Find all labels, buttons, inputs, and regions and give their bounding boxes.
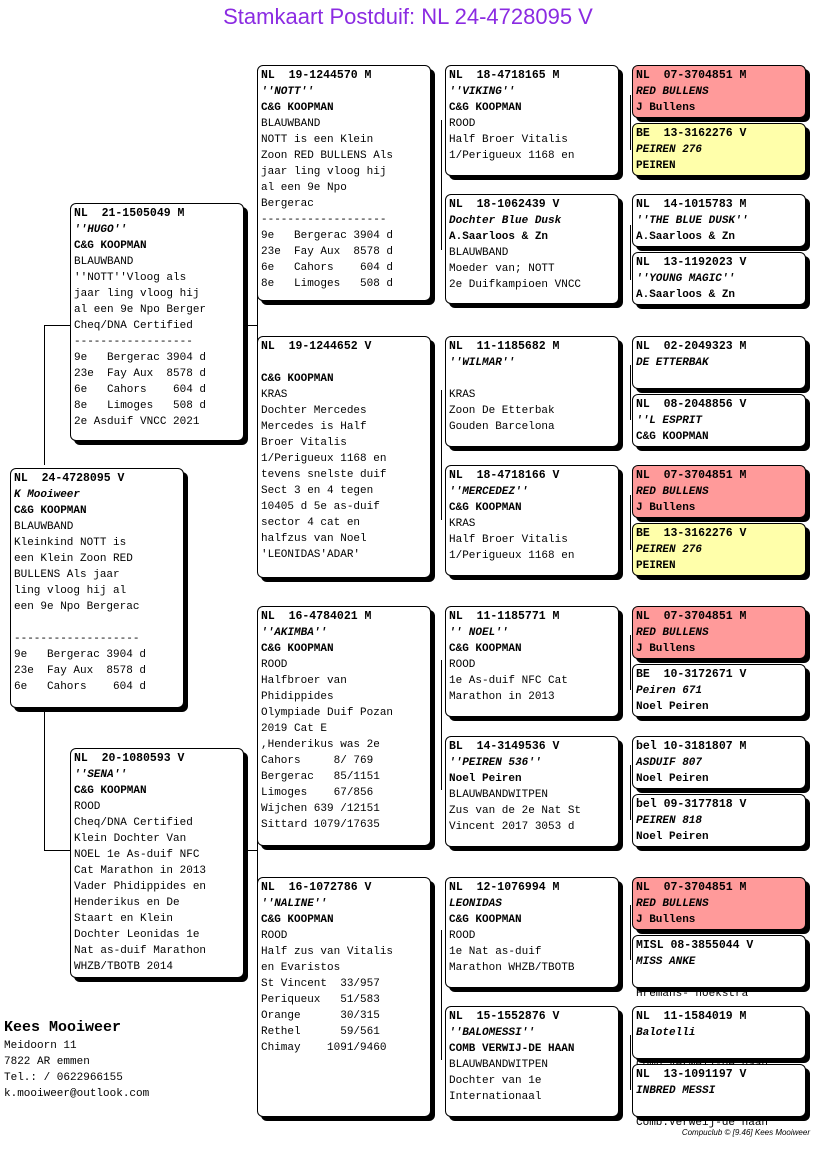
pigeon-name: RED BULLENS bbox=[636, 898, 709, 910]
card-text-line: 6e Cahors 604 d bbox=[261, 262, 394, 274]
pigeon-name: MISS ANKE bbox=[636, 956, 696, 968]
connector bbox=[441, 660, 442, 790]
breeder-name bbox=[636, 1099, 802, 1115]
ring-number: NL 12-1076994 M bbox=[449, 881, 560, 894]
card-text-line: en Evaristos bbox=[261, 962, 341, 974]
breeder-name: Noel Peiren bbox=[449, 773, 522, 785]
pigeon-name: PEIREN 276 bbox=[636, 144, 703, 156]
card-text-line: 2e Duifkampioen VNCC bbox=[449, 279, 582, 291]
owner-block bbox=[4, 1018, 149, 1102]
card-text-line: Zoon RED BULLENS Als bbox=[261, 150, 394, 162]
card-text-line: Periqueux 51/583 bbox=[261, 994, 380, 1006]
card-text-line: ROOD bbox=[449, 930, 476, 942]
connector bbox=[441, 930, 442, 1060]
ring-number: MISL 08-3855044 V bbox=[636, 939, 754, 952]
ring-number: NL 18-1062439 V bbox=[449, 198, 560, 211]
ring-number: NL 16-1072786 V bbox=[261, 881, 372, 894]
card-text-line: 2e Asduif VNCC 2021 bbox=[74, 416, 200, 428]
card-text-line: ROOD bbox=[261, 930, 288, 942]
card-text-line: BLAUWBANDWITPEN bbox=[449, 789, 549, 801]
pigeon-card-fm[interactable] bbox=[257, 336, 431, 578]
card-text-line: sector 4 cat en bbox=[261, 517, 361, 529]
breeder-name: Noel Peiren bbox=[636, 773, 709, 785]
pigeon-card-g10[interactable] bbox=[632, 664, 806, 717]
card-text-line: Dochter Leonidas 1e bbox=[74, 929, 200, 941]
breeder-name: C&G KOOPMAN bbox=[261, 373, 334, 385]
pigeon-card-g5[interactable] bbox=[632, 336, 806, 389]
footer-credit: Compuclub © [9.46] Kees Mooiweer bbox=[681, 1128, 810, 1137]
card-text-line: halfzus van Noel bbox=[261, 533, 367, 545]
ring-number: NL 13-1192023 V bbox=[636, 256, 747, 269]
breeder-name: J Bullens bbox=[636, 102, 696, 114]
connector bbox=[44, 325, 70, 326]
pigeon-card-g15[interactable] bbox=[632, 1006, 806, 1059]
page-title: Stamkaart Postduif: NL 24-4728095 V bbox=[223, 4, 593, 29]
card-text-line: ROOD bbox=[74, 801, 101, 813]
pigeon-name: ''WILMAR'' bbox=[449, 357, 516, 369]
card-text-line: tevens snelste duif bbox=[261, 469, 387, 481]
pigeon-name: PEIREN 818 bbox=[636, 815, 703, 827]
pigeon-name: Balotelli bbox=[636, 1027, 696, 1039]
card-text-line: 1/Perigueux 1168 en bbox=[261, 453, 387, 465]
card-text-line: 6e Cahors 604 d bbox=[74, 384, 207, 396]
pigeon-name: '' NOEL'' bbox=[449, 627, 509, 639]
pigeon-name: DE ETTERBAK bbox=[636, 357, 709, 369]
card-text-line: 9e Bergerac 3904 d bbox=[261, 230, 394, 242]
ring-number: BE 10-3172671 V bbox=[636, 668, 747, 681]
card-text-line: Limoges 67/856 bbox=[261, 787, 374, 799]
connector bbox=[441, 390, 442, 520]
card-text-line bbox=[14, 615, 180, 631]
breeder-name: J Bullens bbox=[636, 502, 696, 514]
card-text-line: Halfbroer van bbox=[261, 675, 347, 687]
pigeon-name: ''HUGO'' bbox=[74, 224, 127, 236]
breeder-name bbox=[636, 371, 802, 387]
breeder-name: C&G KOOPMAN bbox=[14, 505, 87, 517]
ring-number: NL 18-4718166 V bbox=[449, 469, 560, 482]
card-text-line: 23e Fay Aux 8578 d bbox=[261, 246, 394, 258]
breeder-name: C&G KOOPMAN bbox=[261, 102, 334, 114]
ring-number: NL 15-1552876 V bbox=[449, 1010, 560, 1023]
pigeon-card-g9[interactable] bbox=[632, 606, 806, 659]
connector bbox=[630, 225, 631, 280]
pigeon-name: ''AKIMBA'' bbox=[261, 627, 328, 639]
card-text-line: Zus van de 2e Nat St bbox=[449, 805, 582, 817]
card-text-line: ROOD bbox=[261, 659, 288, 671]
card-text-line: 9e Bergerac 3904 d bbox=[74, 352, 207, 364]
ring-number: NL 02-2049323 M bbox=[636, 340, 747, 353]
card-text-line: 10405 d 5e as-duif bbox=[261, 501, 380, 513]
card-text-line: 8e Limoges 508 d bbox=[74, 400, 207, 412]
card-text-line: jaar ling vloog hij bbox=[74, 288, 200, 300]
pigeon-card-g12[interactable] bbox=[632, 794, 806, 847]
card-text-line: 6e Cahors 604 d bbox=[14, 681, 147, 693]
ring-number: NL 18-4718165 M bbox=[449, 69, 560, 82]
card-text-line: Henderikus en De bbox=[74, 897, 180, 909]
card-text-line: 1/Perigueux 1168 en bbox=[449, 550, 575, 562]
card-text-line: ,Henderikus was 2e bbox=[261, 739, 380, 751]
card-text-line: WHZB/TBOTB 2014 bbox=[74, 961, 174, 973]
card-text-line: 2019 Cat E bbox=[261, 723, 328, 735]
ring-number: NL 11-1185771 M bbox=[449, 610, 560, 623]
ring-number: NL 07-3704851 M bbox=[636, 881, 747, 894]
pigeon-name: ''NOTT'' bbox=[261, 86, 314, 98]
ring-number: NL 19-1244570 M bbox=[261, 69, 372, 82]
breeder-name: C&G KOOPMAN bbox=[449, 502, 522, 514]
pigeon-card-fff[interactable] bbox=[445, 65, 619, 176]
card-text-line: 8e Limoges 508 d bbox=[261, 278, 394, 290]
card-text-line: een 9e Npo Bergerac bbox=[14, 601, 140, 613]
ring-number: NL 11-1584019 M bbox=[636, 1010, 747, 1023]
breeder-name: PEIREN bbox=[636, 160, 676, 172]
pigeon-name: ''MERCEDEZ'' bbox=[449, 486, 529, 498]
pigeon-card-g4[interactable] bbox=[632, 252, 806, 305]
connector bbox=[44, 325, 45, 465]
owner-line: 7822 AR emmen bbox=[4, 1056, 90, 1068]
card-text-line: Klein Dochter Van bbox=[74, 833, 187, 845]
breeder-name: C&G KOOPMAN bbox=[261, 914, 334, 926]
pigeon-card-mff[interactable] bbox=[445, 606, 619, 717]
ring-number: NL 16-4784021 M bbox=[261, 610, 372, 623]
pigeon-name: ''PEIREN 536'' bbox=[449, 757, 542, 769]
card-text-line: ROOD bbox=[449, 659, 476, 671]
card-text-line: BULLENS Als jaar bbox=[14, 569, 120, 581]
card-text-line: 1e As-duif NFC Cat bbox=[449, 675, 568, 687]
card-text-line: KRAS bbox=[449, 389, 476, 401]
connector bbox=[630, 95, 631, 150]
ring-number: BE 13-3162276 V bbox=[636, 127, 747, 140]
card-text-line: St Vincent 33/957 bbox=[261, 978, 380, 990]
pigeon-card-g6[interactable] bbox=[632, 394, 806, 447]
card-text-line: Moeder van; NOTT bbox=[449, 263, 555, 275]
card-text-line: ------------------- bbox=[14, 633, 140, 645]
breeder-name: PEIREN bbox=[636, 560, 676, 572]
ring-number: NL 11-1185682 M bbox=[449, 340, 560, 353]
ring-number: NL 21-1505049 M bbox=[74, 207, 185, 220]
ring-number: NL 13-1091197 V bbox=[636, 1068, 747, 1081]
breeder-name: C&G KOOPMAN bbox=[449, 643, 522, 655]
card-text-line: ling vloog hij al bbox=[14, 585, 127, 597]
breeder-name: Noel Peiren bbox=[636, 701, 709, 713]
card-text-line: BLAUWBAND bbox=[74, 256, 134, 268]
breeder-name: A.Saarloos & Zn bbox=[449, 231, 549, 243]
connector bbox=[630, 1035, 631, 1090]
card-text-line: Chimay 1091/9460 bbox=[261, 1042, 387, 1054]
connector bbox=[630, 905, 631, 960]
card-text-line: Bergerac bbox=[261, 198, 314, 210]
pigeon-card-g7[interactable] bbox=[632, 465, 806, 518]
card-text-line: KRAS bbox=[449, 518, 476, 530]
connector bbox=[630, 365, 631, 420]
card-text-line: Dochter Mercedes bbox=[261, 405, 367, 417]
card-text-line: NOEL 1e As-duif NFC bbox=[74, 849, 200, 861]
breeder-name: A.Saarloos & Zn bbox=[636, 289, 736, 301]
card-text-line: Phidippides bbox=[261, 691, 334, 703]
card-text-line: Gouden Barcelona bbox=[449, 421, 555, 433]
card-text-line: 23e Fay Aux 8578 d bbox=[14, 665, 147, 677]
connector bbox=[244, 325, 257, 326]
owner-line[interactable]: k.mooiweer@outlook.com bbox=[4, 1088, 150, 1100]
ring-number: NL 24-4728095 V bbox=[14, 472, 125, 485]
card-text-line: Vincent 2017 3053 d bbox=[449, 821, 575, 833]
pigeon-card-ff[interactable] bbox=[257, 65, 431, 301]
pigeon-card-father[interactable] bbox=[70, 203, 244, 441]
card-text-line: Orange 30/315 bbox=[261, 1010, 380, 1022]
pigeon-card-fmf[interactable] bbox=[445, 336, 619, 447]
card-text-line: al een 9e Npo Berger bbox=[74, 304, 207, 316]
card-text-line: Half Broer Vitalis bbox=[449, 534, 568, 546]
pigeon-name: LEONIDAS bbox=[449, 898, 502, 910]
pigeon-card-g1[interactable] bbox=[632, 65, 806, 118]
pigeon-name: ''NALINE'' bbox=[261, 898, 328, 910]
ring-number: BE 13-3162276 V bbox=[636, 527, 747, 540]
card-text-line: KRAS bbox=[261, 389, 288, 401]
pigeon-card-g2[interactable] bbox=[632, 123, 806, 176]
pigeon-name: RED BULLENS bbox=[636, 86, 709, 98]
ring-number: NL 19-1244652 V bbox=[261, 340, 372, 353]
card-text-line: Cahors 8/ 769 bbox=[261, 755, 374, 767]
card-text-line: ''NOTT''Vloog als bbox=[74, 272, 187, 284]
pigeon-card-mmf[interactable] bbox=[445, 877, 619, 988]
card-text-line: BLAUWBAND bbox=[14, 521, 74, 533]
connector bbox=[244, 850, 257, 851]
pigeon-card-g11[interactable] bbox=[632, 736, 806, 789]
breeder-name: J Bullens bbox=[636, 643, 696, 655]
connector bbox=[630, 765, 631, 820]
ring-number: NL 08-2048856 V bbox=[636, 398, 747, 411]
card-text-line: Bergerac 85/1151 bbox=[261, 771, 380, 783]
card-text-line: BLAUWBAND bbox=[449, 247, 509, 259]
ring-number: bel 10-3181807 M bbox=[636, 740, 747, 753]
pigeon-card-g3[interactable] bbox=[632, 194, 806, 247]
card-text-line: BLAUWBANDWITPEN bbox=[449, 1059, 549, 1071]
pigeon-card-mm[interactable] bbox=[257, 877, 431, 1117]
ring-number: NL 07-3704851 M bbox=[636, 69, 747, 82]
card-text-line: 23e Fay Aux 8578 d bbox=[74, 368, 207, 380]
breeder-name: C&G KOOPMAN bbox=[74, 785, 147, 797]
owner-name: Kees Mooiweer bbox=[4, 1019, 122, 1036]
pigeon-card-g8[interactable] bbox=[632, 523, 806, 576]
card-text-line: Zoon De Etterbak bbox=[449, 405, 555, 417]
ring-number: NL 20-1080593 V bbox=[74, 752, 185, 765]
pigeon-card-g13[interactable] bbox=[632, 877, 806, 930]
owner-line: Meidoorn 11 bbox=[4, 1040, 77, 1052]
card-text-line: Hremans- hoekstra bbox=[636, 988, 749, 1000]
ring-number: BL 14-3149536 V bbox=[449, 740, 560, 753]
card-text-line: Mercedes is Half bbox=[261, 421, 367, 433]
breeder-name: Noel Peiren bbox=[636, 831, 709, 843]
ring-number: NL 07-3704851 M bbox=[636, 610, 747, 623]
pigeon-card-mfm[interactable] bbox=[445, 736, 619, 847]
connector bbox=[44, 850, 70, 851]
card-text-line: 9e Bergerac 3904 d bbox=[14, 649, 147, 661]
pigeon-name bbox=[261, 355, 427, 371]
card-text-line: Sittard 1079/17635 bbox=[261, 819, 380, 831]
pigeon-card-mmm[interactable] bbox=[445, 1006, 619, 1117]
pigeon-name: ''THE BLUE DUSK'' bbox=[636, 215, 749, 227]
pigeon-name: K Mooiweer bbox=[14, 489, 81, 501]
card-text-line: ------------------- bbox=[261, 214, 387, 226]
card-text-line: Cheq/DNA Certified bbox=[74, 320, 193, 332]
connector bbox=[630, 495, 631, 550]
ring-number: bel 09-3177818 V bbox=[636, 798, 747, 811]
pigeon-name: INBRED MESSI bbox=[636, 1085, 716, 1097]
pigeon-name: ''SENA'' bbox=[74, 769, 127, 781]
pigeon-name: Peiren 671 bbox=[636, 685, 703, 697]
pigeon-card-ffm[interactable] bbox=[445, 194, 619, 304]
card-text-line: Sect 3 en 4 tegen bbox=[261, 485, 374, 497]
breeder-name: A.Saarloos & Zn bbox=[636, 231, 736, 243]
pigeon-name: ASDUIF 807 bbox=[636, 757, 703, 769]
card-text-line: Dochter van 1e bbox=[449, 1075, 542, 1087]
card-text-line: Wijchen 639 /12151 bbox=[261, 803, 380, 815]
connector bbox=[630, 635, 631, 690]
breeder-name bbox=[636, 1041, 802, 1057]
card-text-line: Internationaal bbox=[449, 1091, 542, 1103]
breeder-name: C&G KOOPMAN bbox=[261, 643, 334, 655]
card-text-line: Staart en Klein bbox=[74, 913, 174, 925]
pigeon-name: PEIREN 276 bbox=[636, 544, 703, 556]
card-text-line: Nat as-duif Marathon bbox=[74, 945, 207, 957]
card-text-line: Rethel 59/561 bbox=[261, 1026, 380, 1038]
card-text-line: ROOD bbox=[449, 118, 476, 130]
connector bbox=[441, 120, 442, 250]
pigeon-name: ''YOUNG MAGIC'' bbox=[636, 273, 736, 285]
card-text-line: NOTT is een Klein bbox=[261, 134, 374, 146]
card-text-line: Half zus van Vitalis bbox=[261, 946, 394, 958]
card-text-line: Half Broer Vitalis bbox=[449, 134, 568, 146]
card-text-line: Marathon WHZB/TBOTB bbox=[449, 962, 575, 974]
pigeon-card-subject[interactable] bbox=[10, 468, 184, 708]
ring-number: NL 14-1015783 M bbox=[636, 198, 747, 211]
pigeon-name: ''VIKING'' bbox=[449, 86, 516, 98]
breeder-name: C&G KOOPMAN bbox=[449, 102, 522, 114]
card-text-line: Vader Phidippides en bbox=[74, 881, 207, 893]
card-text-line: Marathon in 2013 bbox=[449, 691, 555, 703]
card-text-line: Kleinkind NOTT is bbox=[14, 537, 127, 549]
card-text-line: Olympiade Duif Pozan bbox=[261, 707, 394, 719]
card-text-line: 1e Nat as-duif bbox=[449, 946, 542, 958]
pigeon-name: Dochter Blue Dusk bbox=[449, 215, 562, 227]
card-text-line: 'LEONIDAS'ADAR' bbox=[261, 549, 361, 561]
card-text-line: BLAUWBAND bbox=[261, 118, 321, 130]
pigeon-card-mother[interactable] bbox=[70, 748, 244, 978]
connector bbox=[44, 710, 45, 850]
owner-line: Tel.: / 0622966155 bbox=[4, 1072, 123, 1084]
breeder-name: C&G KOOPMAN bbox=[636, 431, 709, 443]
pigeon-name: RED BULLENS bbox=[636, 486, 709, 498]
card-text-line: al een 9e Npo bbox=[261, 182, 347, 194]
breeder-name bbox=[636, 970, 802, 986]
breeder-name: J Bullens bbox=[636, 914, 696, 926]
card-text-line: een Klein Zoon RED bbox=[14, 553, 133, 565]
ring-number: NL 07-3704851 M bbox=[636, 469, 747, 482]
pigeon-card-fmm[interactable] bbox=[445, 465, 619, 576]
card-text-line: 1/Perigueux 1168 en bbox=[449, 150, 575, 162]
pigeon-card-g16[interactable] bbox=[632, 1064, 806, 1129]
card-text-line: Broer Vitalis bbox=[261, 437, 347, 449]
pigeon-card-mf[interactable] bbox=[257, 606, 431, 846]
pigeon-name: ''BALOMESSI'' bbox=[449, 1027, 535, 1039]
card-text-line: Cat Marathon in 2013 bbox=[74, 865, 207, 877]
breeder-name: C&G KOOPMAN bbox=[449, 914, 522, 926]
breeder-name: C&G KOOPMAN bbox=[74, 240, 147, 252]
card-text-line: Comb.Verweij-de haan bbox=[636, 1117, 769, 1129]
breeder-name: COMB VERWIJ-DE HAAN bbox=[449, 1043, 575, 1055]
breeder-name bbox=[449, 371, 615, 387]
pigeon-name: ''L ESPRIT bbox=[636, 415, 703, 427]
card-text-line: Cheq/DNA Certified bbox=[74, 817, 193, 829]
pigeon-card-g14[interactable] bbox=[632, 935, 806, 1000]
pigeon-name: RED BULLENS bbox=[636, 627, 709, 639]
card-text-line: jaar ling vloog hij bbox=[261, 166, 387, 178]
card-text-line: ------------------ bbox=[74, 336, 193, 348]
